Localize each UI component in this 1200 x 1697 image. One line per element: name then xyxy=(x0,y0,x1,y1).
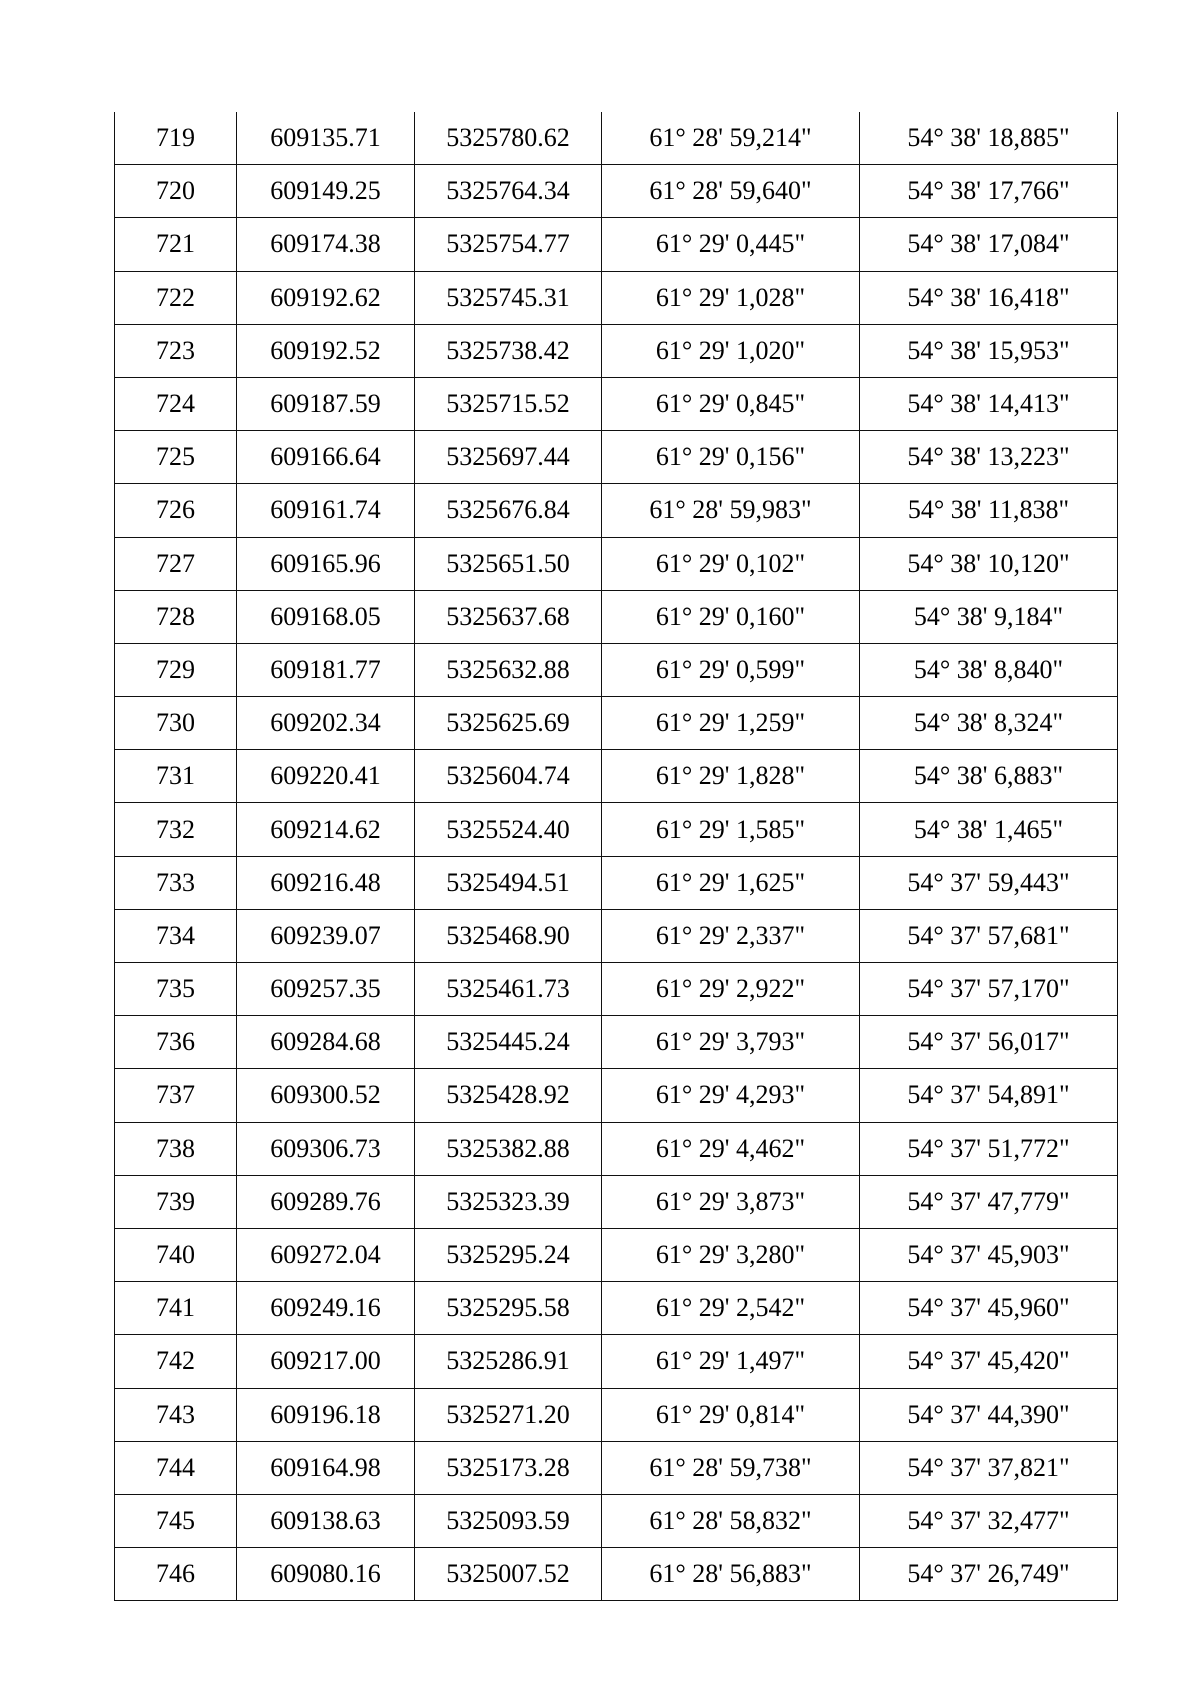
point-number-cell: 729 xyxy=(115,643,237,696)
y-coordinate-cell: 5325754.77 xyxy=(415,218,602,271)
longitude-cell: 61° 29' 4,462" xyxy=(602,1122,860,1175)
longitude-cell: 61° 29' 1,585" xyxy=(602,803,860,856)
longitude-cell: 61° 29' 3,873" xyxy=(602,1175,860,1228)
y-coordinate-cell: 5325461.73 xyxy=(415,963,602,1016)
coordinates-table-body xyxy=(115,112,1118,1601)
longitude-cell: 61° 28' 56,883" xyxy=(602,1548,860,1601)
point-number-cell: 736 xyxy=(115,1016,237,1069)
table-row xyxy=(115,1175,1118,1228)
x-coordinate-cell: 609164.98 xyxy=(237,1441,415,1494)
y-coordinate-cell: 5325745.31 xyxy=(415,271,602,324)
latitude-cell: 54° 37' 37,821" xyxy=(860,1441,1118,1494)
latitude-cell: 54° 37' 51,772" xyxy=(860,1122,1118,1175)
latitude-cell: 54° 37' 32,477" xyxy=(860,1494,1118,1547)
table-row xyxy=(115,750,1118,803)
point-number-cell: 734 xyxy=(115,909,237,962)
latitude-cell: 54° 38' 14,413" xyxy=(860,377,1118,430)
longitude-cell: 61° 29' 3,280" xyxy=(602,1228,860,1281)
latitude-cell: 54° 38' 9,184" xyxy=(860,590,1118,643)
table-row xyxy=(115,377,1118,430)
longitude-cell: 61° 29' 1,028" xyxy=(602,271,860,324)
point-number-cell: 723 xyxy=(115,324,237,377)
table-row xyxy=(115,1228,1118,1281)
latitude-cell: 54° 37' 45,960" xyxy=(860,1282,1118,1335)
longitude-cell: 61° 29' 2,542" xyxy=(602,1282,860,1335)
latitude-cell: 54° 37' 57,681" xyxy=(860,909,1118,962)
longitude-cell: 61° 29' 0,845" xyxy=(602,377,860,430)
y-coordinate-cell: 5325625.69 xyxy=(415,697,602,750)
y-coordinate-cell: 5325676.84 xyxy=(415,484,602,537)
y-coordinate-cell: 5325295.24 xyxy=(415,1228,602,1281)
point-number-cell: 733 xyxy=(115,856,237,909)
table-row xyxy=(115,697,1118,750)
table-row xyxy=(115,1122,1118,1175)
x-coordinate-cell: 609161.74 xyxy=(237,484,415,537)
latitude-cell: 54° 37' 47,779" xyxy=(860,1175,1118,1228)
x-coordinate-cell: 609135.71 xyxy=(237,112,415,165)
y-coordinate-cell: 5325494.51 xyxy=(415,856,602,909)
y-coordinate-cell: 5325697.44 xyxy=(415,431,602,484)
longitude-cell: 61° 29' 0,814" xyxy=(602,1388,860,1441)
point-number-cell: 739 xyxy=(115,1175,237,1228)
y-coordinate-cell: 5325271.20 xyxy=(415,1388,602,1441)
longitude-cell: 61° 29' 0,599" xyxy=(602,643,860,696)
x-coordinate-cell: 609217.00 xyxy=(237,1335,415,1388)
x-coordinate-cell: 609257.35 xyxy=(237,963,415,1016)
point-number-cell: 728 xyxy=(115,590,237,643)
x-coordinate-cell: 609216.48 xyxy=(237,856,415,909)
table-row xyxy=(115,484,1118,537)
table-row xyxy=(115,590,1118,643)
longitude-cell: 61° 29' 3,793" xyxy=(602,1016,860,1069)
longitude-cell: 61° 28' 59,983" xyxy=(602,484,860,537)
x-coordinate-cell: 609192.52 xyxy=(237,324,415,377)
y-coordinate-cell: 5325445.24 xyxy=(415,1016,602,1069)
latitude-cell: 54° 38' 10,120" xyxy=(860,537,1118,590)
y-coordinate-cell: 5325604.74 xyxy=(415,750,602,803)
longitude-cell: 61° 28' 59,214" xyxy=(602,112,860,165)
x-coordinate-cell: 609289.76 xyxy=(237,1175,415,1228)
longitude-cell: 61° 28' 59,640" xyxy=(602,165,860,218)
point-number-cell: 725 xyxy=(115,431,237,484)
table-row xyxy=(115,803,1118,856)
latitude-cell: 54° 37' 59,443" xyxy=(860,856,1118,909)
latitude-cell: 54° 38' 13,223" xyxy=(860,431,1118,484)
x-coordinate-cell: 609168.05 xyxy=(237,590,415,643)
y-coordinate-cell: 5325295.58 xyxy=(415,1282,602,1335)
y-coordinate-cell: 5325738.42 xyxy=(415,324,602,377)
x-coordinate-cell: 609174.38 xyxy=(237,218,415,271)
point-number-cell: 732 xyxy=(115,803,237,856)
longitude-cell: 61° 29' 0,160" xyxy=(602,590,860,643)
longitude-cell: 61° 29' 0,156" xyxy=(602,431,860,484)
x-coordinate-cell: 609192.62 xyxy=(237,271,415,324)
point-number-cell: 720 xyxy=(115,165,237,218)
x-coordinate-cell: 609284.68 xyxy=(237,1016,415,1069)
latitude-cell: 54° 37' 56,017" xyxy=(860,1016,1118,1069)
latitude-cell: 54° 38' 18,885" xyxy=(860,112,1118,165)
y-coordinate-cell: 5325428.92 xyxy=(415,1069,602,1122)
longitude-cell: 61° 29' 2,337" xyxy=(602,909,860,962)
y-coordinate-cell: 5325382.88 xyxy=(415,1122,602,1175)
y-coordinate-cell: 5325637.68 xyxy=(415,590,602,643)
y-coordinate-cell: 5325468.90 xyxy=(415,909,602,962)
x-coordinate-cell: 609138.63 xyxy=(237,1494,415,1547)
longitude-cell: 61° 29' 2,922" xyxy=(602,963,860,1016)
longitude-cell: 61° 28' 59,738" xyxy=(602,1441,860,1494)
point-number-cell: 726 xyxy=(115,484,237,537)
y-coordinate-cell: 5325715.52 xyxy=(415,377,602,430)
y-coordinate-cell: 5325780.62 xyxy=(415,112,602,165)
point-number-cell: 738 xyxy=(115,1122,237,1175)
longitude-cell: 61° 29' 1,497" xyxy=(602,1335,860,1388)
table-row xyxy=(115,271,1118,324)
point-number-cell: 722 xyxy=(115,271,237,324)
latitude-cell: 54° 37' 45,903" xyxy=(860,1228,1118,1281)
x-coordinate-cell: 609181.77 xyxy=(237,643,415,696)
point-number-cell: 743 xyxy=(115,1388,237,1441)
point-number-cell: 719 xyxy=(115,112,237,165)
table-row xyxy=(115,324,1118,377)
x-coordinate-cell: 609166.64 xyxy=(237,431,415,484)
longitude-cell: 61° 29' 0,445" xyxy=(602,218,860,271)
table-row xyxy=(115,856,1118,909)
point-number-cell: 737 xyxy=(115,1069,237,1122)
table-row xyxy=(115,1388,1118,1441)
table-row xyxy=(115,909,1118,962)
longitude-cell: 61° 29' 1,828" xyxy=(602,750,860,803)
latitude-cell: 54° 38' 15,953" xyxy=(860,324,1118,377)
x-coordinate-cell: 609239.07 xyxy=(237,909,415,962)
latitude-cell: 54° 38' 17,766" xyxy=(860,165,1118,218)
point-number-cell: 724 xyxy=(115,377,237,430)
longitude-cell: 61° 29' 1,020" xyxy=(602,324,860,377)
table-row xyxy=(115,1069,1118,1122)
table-row xyxy=(115,643,1118,696)
point-number-cell: 731 xyxy=(115,750,237,803)
x-coordinate-cell: 609149.25 xyxy=(237,165,415,218)
x-coordinate-cell: 609187.59 xyxy=(237,377,415,430)
latitude-cell: 54° 38' 6,883" xyxy=(860,750,1118,803)
x-coordinate-cell: 609306.73 xyxy=(237,1122,415,1175)
point-number-cell: 741 xyxy=(115,1282,237,1335)
y-coordinate-cell: 5325524.40 xyxy=(415,803,602,856)
table-row xyxy=(115,1016,1118,1069)
x-coordinate-cell: 609220.41 xyxy=(237,750,415,803)
table-row xyxy=(115,112,1118,165)
latitude-cell: 54° 37' 54,891" xyxy=(860,1069,1118,1122)
table-row xyxy=(115,165,1118,218)
point-number-cell: 735 xyxy=(115,963,237,1016)
x-coordinate-cell: 609249.16 xyxy=(237,1282,415,1335)
latitude-cell: 54° 37' 57,170" xyxy=(860,963,1118,1016)
point-number-cell: 721 xyxy=(115,218,237,271)
point-number-cell: 730 xyxy=(115,697,237,750)
latitude-cell: 54° 38' 11,838" xyxy=(860,484,1118,537)
longitude-cell: 61° 29' 1,259" xyxy=(602,697,860,750)
longitude-cell: 61° 29' 1,625" xyxy=(602,856,860,909)
table-row xyxy=(115,1494,1118,1547)
y-coordinate-cell: 5325093.59 xyxy=(415,1494,602,1547)
latitude-cell: 54° 37' 26,749" xyxy=(860,1548,1118,1601)
y-coordinate-cell: 5325651.50 xyxy=(415,537,602,590)
x-coordinate-cell: 609080.16 xyxy=(237,1548,415,1601)
table-row xyxy=(115,218,1118,271)
table-row xyxy=(115,1282,1118,1335)
table-row xyxy=(115,1441,1118,1494)
latitude-cell: 54° 38' 17,084" xyxy=(860,218,1118,271)
latitude-cell: 54° 38' 8,840" xyxy=(860,643,1118,696)
y-coordinate-cell: 5325632.88 xyxy=(415,643,602,696)
x-coordinate-cell: 609272.04 xyxy=(237,1228,415,1281)
longitude-cell: 61° 29' 4,293" xyxy=(602,1069,860,1122)
x-coordinate-cell: 609214.62 xyxy=(237,803,415,856)
table-row xyxy=(115,537,1118,590)
point-number-cell: 727 xyxy=(115,537,237,590)
x-coordinate-cell: 609165.96 xyxy=(237,537,415,590)
latitude-cell: 54° 37' 44,390" xyxy=(860,1388,1118,1441)
latitude-cell: 54° 37' 45,420" xyxy=(860,1335,1118,1388)
y-coordinate-cell: 5325173.28 xyxy=(415,1441,602,1494)
latitude-cell: 54° 38' 1,465" xyxy=(860,803,1118,856)
x-coordinate-cell: 609300.52 xyxy=(237,1069,415,1122)
y-coordinate-cell: 5325007.52 xyxy=(415,1548,602,1601)
table-row xyxy=(115,431,1118,484)
point-number-cell: 742 xyxy=(115,1335,237,1388)
point-number-cell: 744 xyxy=(115,1441,237,1494)
point-number-cell: 740 xyxy=(115,1228,237,1281)
point-number-cell: 746 xyxy=(115,1548,237,1601)
longitude-cell: 61° 28' 58,832" xyxy=(602,1494,860,1547)
y-coordinate-cell: 5325323.39 xyxy=(415,1175,602,1228)
x-coordinate-cell: 609202.34 xyxy=(237,697,415,750)
x-coordinate-cell: 609196.18 xyxy=(237,1388,415,1441)
table-row xyxy=(115,1548,1118,1601)
table-row xyxy=(115,963,1118,1016)
longitude-cell: 61° 29' 0,102" xyxy=(602,537,860,590)
y-coordinate-cell: 5325764.34 xyxy=(415,165,602,218)
latitude-cell: 54° 38' 16,418" xyxy=(860,271,1118,324)
y-coordinate-cell: 5325286.91 xyxy=(415,1335,602,1388)
latitude-cell: 54° 38' 8,324" xyxy=(860,697,1118,750)
coordinates-table xyxy=(114,112,1118,1601)
point-number-cell: 745 xyxy=(115,1494,237,1547)
table-row xyxy=(115,1335,1118,1388)
